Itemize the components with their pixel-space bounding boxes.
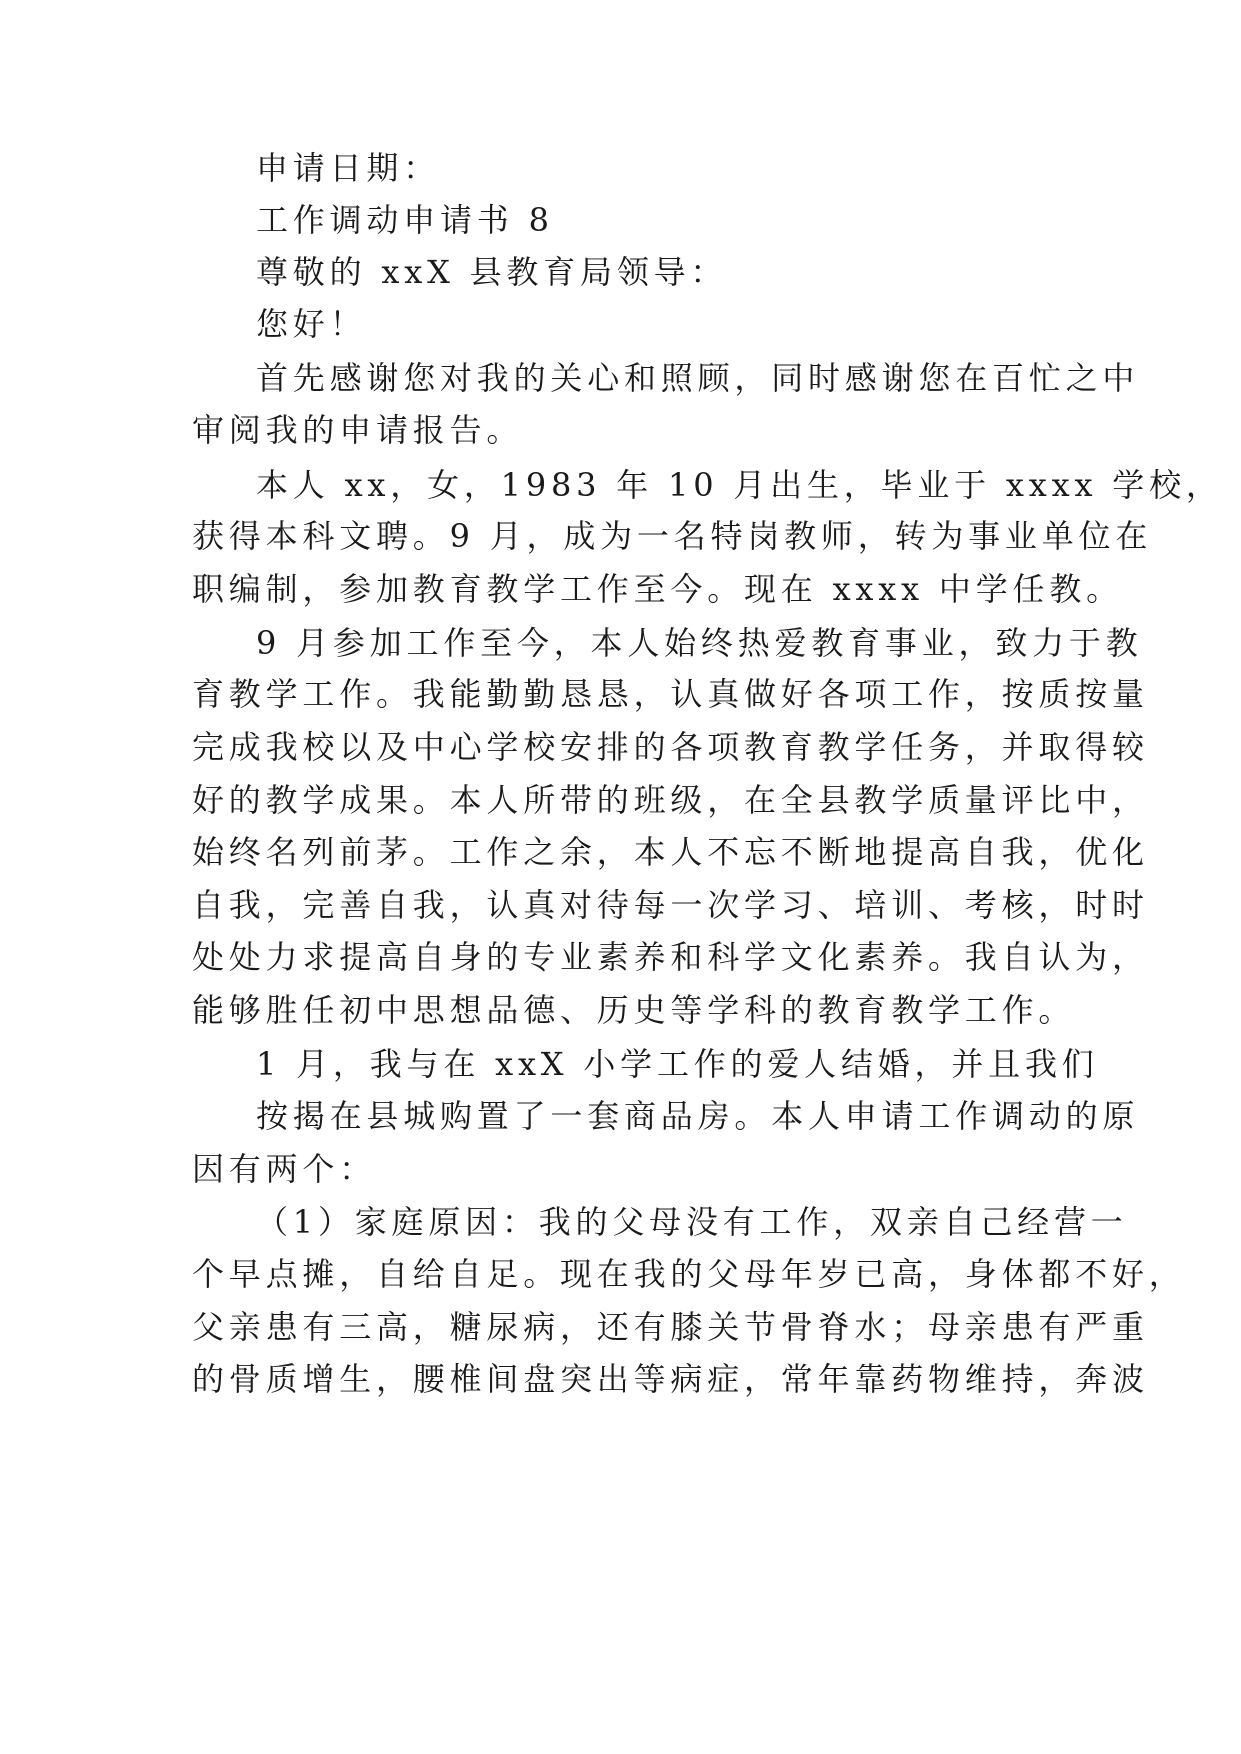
paragraph-line: 始终名列前茅。工作之余，本人不忘不断地提高自我，优化 [192,833,1149,871]
paragraph-line: 的骨质增生，腰椎间盘突出等病症，常年靠药物维持，奔波 [192,1360,1149,1398]
paragraph-line: （1）家庭原因：我的父母没有工作，双亲自己经营一 [256,1203,1128,1241]
paragraph-line: 处处力求提高自身的专业素养和科学文化素养。我自认为， [192,938,1149,976]
paragraph-line: 1 月，我与在 xxX 小学工作的爱人结婚，并且我们 [256,1045,1099,1083]
salutation: 尊敬的 xxX 县教育局领导： [256,253,728,291]
application-date-line: 申请日期： [256,149,441,187]
paragraph-line: 职编制，参加教育教学工作至今。现在 xxxx 中学任教。 [192,570,1123,608]
paragraph-line: 自我，完善自我，认真对待每一次学习、培训、考核，时时 [192,886,1149,924]
paragraph-line: 本人 xx，女，1983 年 10 月出生，毕业于 xxxx 学校， [256,466,1223,504]
section-heading: 工作调动申请书 8 [256,201,554,239]
paragraph-line: 9 月参加工作至今，本人始终热爱教育事业，致力于教 [256,624,1143,662]
paragraph-line: 育教学工作。我能勤勤恳恳，认真做好各项工作，按质按量 [192,675,1149,713]
paragraph-line: 个早点摊，自给自足。现在我的父母年岁已高，身体都不好， [192,1255,1186,1293]
paragraph-line: 因有两个： [192,1150,377,1188]
greeting: 您好！ [256,305,367,343]
paragraph-line: 完成我校以及中心学校安排的各项教育教学任务，并取得较 [192,728,1149,766]
paragraph-line: 父亲患有三高，糖尿病，还有膝关节骨脊水；母亲患有严重 [192,1308,1149,1346]
paragraph-line: 审阅我的申请报告。 [192,411,524,449]
paragraph-line: 好的教学成果。本人所带的班级，在全县教学质量评比中， [192,781,1149,819]
paragraph-line: 获得本科文聘。9 月，成为一名特岗教师，转为事业单位在 [192,517,1153,555]
paragraph-line: 能够胜任初中思想品德、历史等学科的教育教学工作。 [192,991,1076,1029]
paragraph-line: 首先感谢您对我的关心和照顾，同时感谢您在百忙之中 [256,359,1140,397]
paragraph-line: 按揭在县城购置了一套商品房。本人申请工作调动的原 [256,1097,1140,1135]
